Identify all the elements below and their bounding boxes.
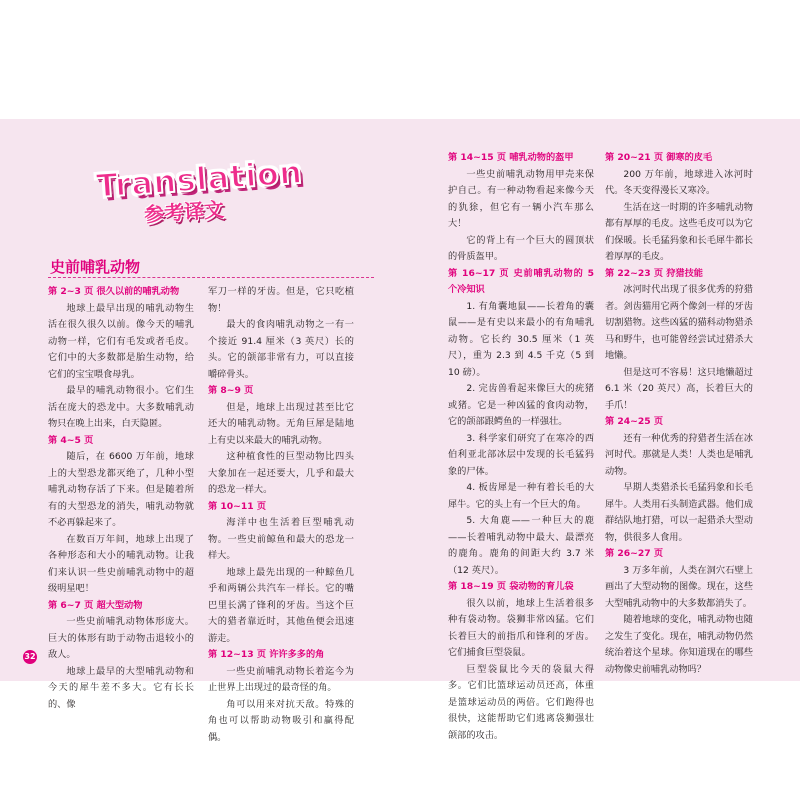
- body-paragraph: 军刀一样的牙齿。但是，它只吃植物！: [208, 286, 354, 314]
- page-range-heading: [48, 433, 194, 450]
- page-range-heading: [605, 266, 753, 283]
- body-paragraph: 但是这可不容易！这只地懒超过 6.1 米（20 英尺）高，长着巨大的手爪！: [605, 366, 753, 411]
- body-paragraph: 它的背上有一个巨大的圆顶状的骨质盔甲。: [448, 234, 594, 262]
- body-paragraph: 200 万年前，地球进入冰河时代。冬天变得漫长又寒冷。: [605, 168, 753, 196]
- page-range-heading: [208, 499, 354, 516]
- page-range-label: 第 10~11 页: [208, 500, 267, 512]
- page-range-label: 第 22~23 页: [605, 267, 664, 279]
- page-range-label: 第 6~7 页: [48, 599, 94, 611]
- page-range-heading: [605, 414, 753, 431]
- body-paragraph: 还有一种优秀的狩猎者生活在冰河时代。那就是人类！人类也是哺乳动物。: [605, 432, 753, 477]
- page-range-label: 第 2~3 页: [48, 286, 94, 297]
- page-range-heading: [605, 150, 753, 167]
- body-paragraph: 随后，在 6600 万年前，地球上的大型恐龙都灭绝了，几种小型哺乳动物存活了下来。但是随着所有的大型恐龙的消失，哺乳动物就不必再躲起来了。: [48, 451, 194, 528]
- body-paragraph: 5. 大角鹿——一种巨大的鹿——长着哺乳动物中最大、最漂亮的鹿角。鹿角的间距大约 3.7 米（12 英尺）。: [448, 515, 594, 576]
- page-range-label: 第 24~25 页: [605, 416, 664, 427]
- body-paragraph: 在数百万年间，地球上出现了各种形态和大小的哺乳动物。让我们来认识一些史前哺乳动物中的超级明星吧！: [48, 533, 194, 594]
- page-range-label: 第 4~5 页: [48, 434, 94, 446]
- page-range-label: 第 12~13 页: [208, 649, 267, 660]
- body-paragraph: 早期人类猎杀长毛猛犸象和长毛犀牛。人类用石头制造武器。他们成群结队地打猎，可以一起猎杀大型动物，供很多人食用。: [605, 482, 753, 543]
- translation-banner: [94, 152, 304, 230]
- page-range-heading: [48, 598, 194, 615]
- text-column-4: [605, 150, 753, 678]
- heading-title: 很久以前的哺乳动物: [96, 286, 180, 297]
- page-number: 32: [23, 650, 37, 664]
- heading-title: 超大型动物: [96, 599, 143, 611]
- heading-title: 狩猎技能: [666, 267, 703, 279]
- body-paragraph: 地球上最先出现的一种鲸鱼几乎和两辆公共汽车一样长。它的嘴巴里长满了锋利的牙齿。当这个巨大的猎者靠近时，其他鱼便会迅速游走。: [208, 566, 354, 644]
- body-paragraph: 一些史前哺乳动物用甲壳来保护自己。有一种动物看起来像今天的犰狳，但它有一辆小汽车那么大！: [448, 168, 594, 229]
- text-column-2: [208, 284, 354, 746]
- body-paragraph: 海洋中也生活着巨型哺乳动物。一些史前鲸鱼和最大的恐龙一样大。: [208, 517, 354, 561]
- body-paragraph: 冰河时代出现了很多优秀的狩猎者。剑齿猫用它两个像剑一样的牙齿切割猎物。这些凶猛的猫科动物猎杀马和野牛，也可能曾经尝试过猎杀大地懒。: [605, 284, 753, 361]
- text-column-1: [48, 284, 194, 713]
- page-range-heading: [48, 284, 194, 301]
- page-range-label: 第 16~17 页: [448, 267, 510, 279]
- body-paragraph: 3. 科学家们研究了在寒冷的西伯利亚北部冰层中发现的长毛猛犸象的尸体。: [448, 432, 594, 477]
- page-range-heading: [448, 266, 594, 299]
- page-range-label: 第 20~21 页: [605, 152, 664, 163]
- section-title: 史前哺乳动物: [50, 258, 141, 276]
- body-paragraph: 但是，地球上出现过甚至比它还大的哺乳动物。无角巨犀是陆地上有史以来最大的哺乳动物。: [208, 401, 354, 446]
- banner-title-en: Translation: [94, 152, 304, 206]
- body-paragraph: 巨型袋鼠比今天的袋鼠大得多。它们比篮球运动员还高，体重是篮球运动员的两倍。它们跑得也很快，这能帮助它们逃离袋狮强壮颌部的攻击。: [448, 663, 594, 741]
- body-paragraph: 最早的哺乳动物很小。它们生活在庞大的恐龙中。大多数哺乳动物只在晚上出来，白天隐匿。: [48, 385, 194, 429]
- body-paragraph: 角可以用来对抗天敌。特殊的角也可以帮助动物吸引和赢得配偶。: [208, 698, 354, 743]
- heading-title: 许许多多的角: [269, 649, 325, 660]
- body-paragraph: 2. 完齿兽看起来像巨大的疣猪或猪。它是一种凶猛的食肉动物，它的颌部跟鳄鱼的一样强壮。: [448, 383, 594, 427]
- text-column-3: [448, 150, 594, 744]
- heading-title: 袋动物的育儿袋: [509, 581, 574, 592]
- body-paragraph: 很久以前，地球上生活着很多种有袋动物。袋狮非常凶猛。它们长着巨大的前指爪和锋利的牙齿。它们捕食巨型袋鼠。: [448, 597, 594, 658]
- heading-title: 御寒的皮毛: [666, 152, 713, 163]
- heading-title: 史前哺乳动物的 5 个冷知识: [448, 267, 595, 295]
- body-paragraph: 最大的食肉哺乳动物之一有一个接近 91.4 厘米（3 英尺）长的头。它的颌部非常有力，可以直接嚼碎骨头。: [208, 319, 354, 380]
- body-paragraph: 这种植食性的巨型动物比四头大象加在一起还要大，几乎和最大的恐龙一样大。: [208, 451, 354, 495]
- section-divider: [48, 277, 374, 278]
- body-paragraph: 生活在这一时期的许多哺乳动物都有厚厚的毛皮。这些毛皮可以为它们保暖。长毛猛犸象和长毛犀牛都长着厚厚的毛皮。: [605, 201, 753, 262]
- page-range-heading: [448, 579, 594, 596]
- page-range-heading: [208, 383, 354, 400]
- body-paragraph: 3 万多年前，人类在洞穴石壁上画出了大型动物的图像。现在，这些大型哺乳动物中的大多数都消失了。: [605, 564, 753, 609]
- page-range-label: 第 18~19 页: [448, 581, 507, 592]
- page-range-heading: [605, 546, 753, 563]
- banner-title-zh: 参考译文: [143, 197, 225, 227]
- body-paragraph: 1. 有角囊地鼠——长着角的囊鼠——是有史以来最小的有角哺乳动物。它长约 30.5 厘米（1 英尺），重为 2.3 到 4.5 千克（5 到 10 磅）。: [448, 300, 594, 378]
- body-paragraph: 地球上最早的大型哺乳动物和今天的犀牛差不多大。它有长长的、像: [48, 665, 194, 710]
- body-paragraph: 4. 板齿犀是一种有着长毛的大犀牛。它的头上有一个巨大的角。: [448, 482, 594, 510]
- heading-title: 哺乳动物的盔甲: [509, 152, 574, 163]
- body-paragraph: 一些史前哺乳动物体形庞大。巨大的体形有助于动物击退较小的敌人。: [48, 616, 194, 660]
- page-range-label: 第 14~15 页: [448, 152, 507, 163]
- page-range-heading: [208, 647, 354, 664]
- page-range-label: 第 26~27 页: [605, 548, 664, 559]
- page-range-label: 第 8~9 页: [208, 385, 254, 396]
- body-paragraph: 随着地球的变化，哺乳动物也随之发生了变化。现在，哺乳动物仍然统治着这个星球。你知道现在的哪些动物像史前哺乳动物吗？: [605, 614, 753, 675]
- page-range-heading: [448, 150, 594, 167]
- body-paragraph: 一些史前哺乳动物长着迄今为止世界上出现过的最奇怪的角。: [208, 665, 354, 693]
- body-paragraph: 地球上最早出现的哺乳动物生活在很久很久以前。像今天的哺乳动物一样，它们有毛发或者毛皮。它们中的大多数都是胎生动物，给它们的宝宝喂食母乳。: [48, 302, 194, 380]
